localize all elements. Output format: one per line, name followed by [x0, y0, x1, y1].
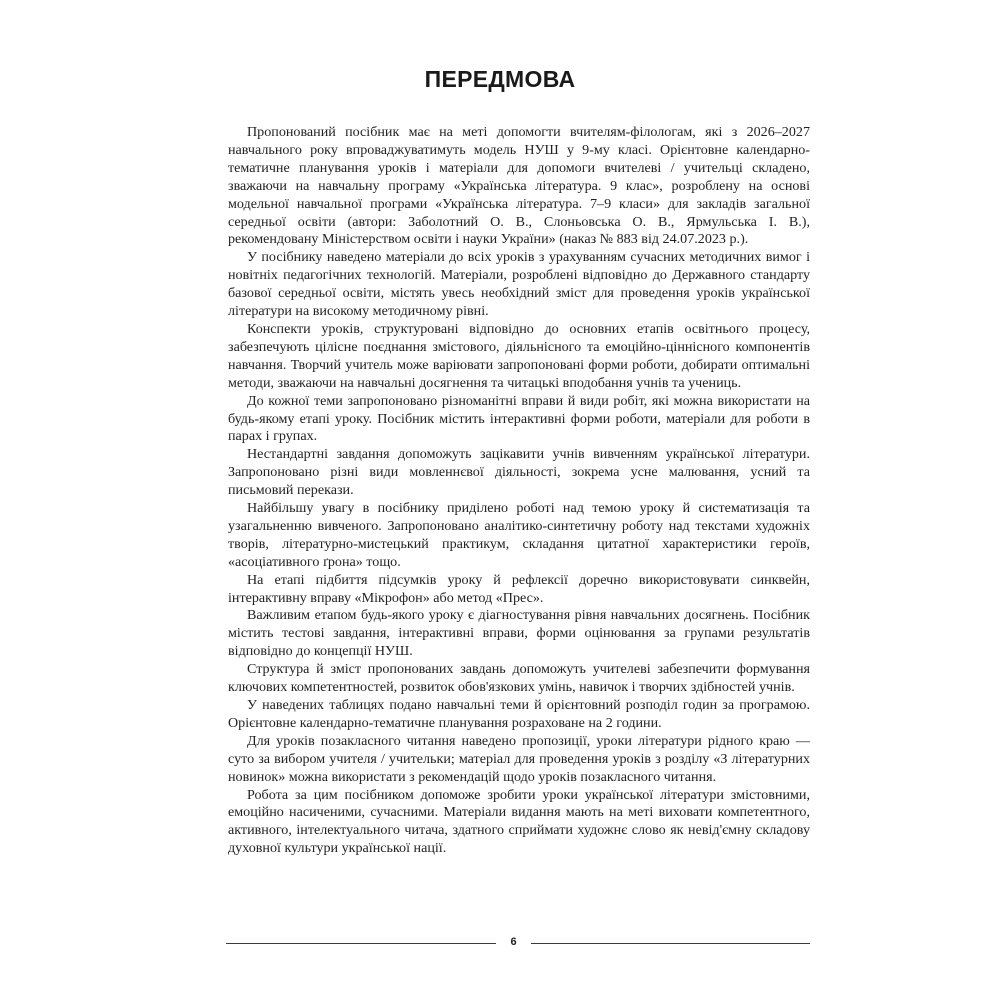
footer-rule-left	[226, 943, 496, 944]
page-number: 6	[510, 936, 517, 948]
paragraph-2: У посібнику наведено матеріали до всіх уроків з урахуванням сучасних методичних вимог і новітніх педагогічних технологій. Матеріали, розроблені відповідно до Державного стандарту базової середньої освіти, містять увесь необхідний зміст для проведення уроків української літератури на високому методичному рівні.	[228, 249, 810, 320]
page-title: ПЕРЕДМОВА	[424, 66, 576, 92]
footer-rule-right	[531, 943, 810, 944]
paragraph-12: Робота за цим посібником допоможе зробити уроки української літератури змістовними, емоційно насиченими, сучасними. Матеріали видання мають на меті виховати компетентного, активного, інтелектуального читача, здатного сприймати художнє слово як невід'ємну складову духовної культури української нації.	[228, 786, 810, 857]
paragraph-9: Структура й зміст пропонованих завдань допоможуть учителеві забезпечити формування ключових компетентностей, розвиток обов'язкових умінь, навичок і творчих здібностей учнів.	[228, 661, 810, 696]
paragraph-1: Пропонований посібник має на меті допомогти вчителям-філологам, які з 2026–2027 навчального року впроваджуватимуть модель НУШ у 9-му класі. Орієнтовне календарно-тематичне планування уроків і матеріали для допомоги вчителеві / учительці складено, зважаючи на навчальну програму «Українська література. 9 клас», розроблену на основі модельної навчальної програми «Українська література. 7–9 класи» для закладів загальної середньої освіти (автори: Заболотний О. В., Слоньовська О. В., Ярмульська І. В.), рекомендовану Міністерством освіти і науки України» (наказ № 883 від 24.07.2023 р.).	[228, 124, 810, 248]
paragraph-6: Найбільшу увагу в посібнику приділено роботі над темою уроку й систематизація та узагальненню вивченого. Запропоновано аналітико-синтетичну роботу над текстами художніх творів, літературно-мистецький практикум, складання цитатної характеристики героїв, «асоціативного ґрона» тощо.	[228, 500, 810, 570]
page-footer	[226, 936, 810, 952]
paragraph-8: Важливим етапом будь-якого уроку є діагностування рівня навчальних досягнень. Посібник містить тестові завдання, інтерактивні вправи, форми оцінювання за групами результатів відповідно до концепції НУШ.	[228, 607, 810, 660]
paragraph-4: До кожної теми запропоновано різноманітні вправи й види робіт, які можна використати на будь-якому етапі уроку. Посібник містить інтерактивні форми роботи, матеріали для роботи в парах і групах.	[228, 392, 810, 445]
paragraph-10: У наведених таблицях подано навчальні теми й орієнтовний розподіл годин за програмою. Орієнтовне календарно-тематичне планування розраховане на 2 години.	[228, 697, 810, 731]
preface-body	[228, 124, 810, 858]
paragraph-5: Нестандартні завдання допоможуть зацікавити учнів вивченням української літератури. Запропоновано різні види мовленнєвої діяльності, зокрема усне малювання, усний та письмовий перекази.	[228, 446, 810, 499]
paragraph-11: Для уроків позакласного читання наведено пропозиції, уроки літератури рідного краю — суто за вибором учителя / учительки; матеріал для проведення уроків з розділу «З літературних новинок» можна використати з рекомендацій щодо уроків позакласного читання.	[228, 732, 810, 785]
paragraph-3: Конспекти уроків, структуровані відповідно до основних етапів освітнього процесу, забезпечують цілісне поєднання змістового, діяльнісного та емоційно-ціннісного компонентів навчання. Творчий учитель може варіювати запропоновані форми роботи, добирати оптимальні методи, зважаючи на навчальні досягнення та читацькі вподобання учнів та учениць.	[228, 320, 810, 391]
paragraph-7: На етапі підбиття підсумків уроку й рефлексії доречно використовувати синквейн, інтерактивну вправу «Мікрофон» або метод «Прес».	[228, 571, 810, 606]
